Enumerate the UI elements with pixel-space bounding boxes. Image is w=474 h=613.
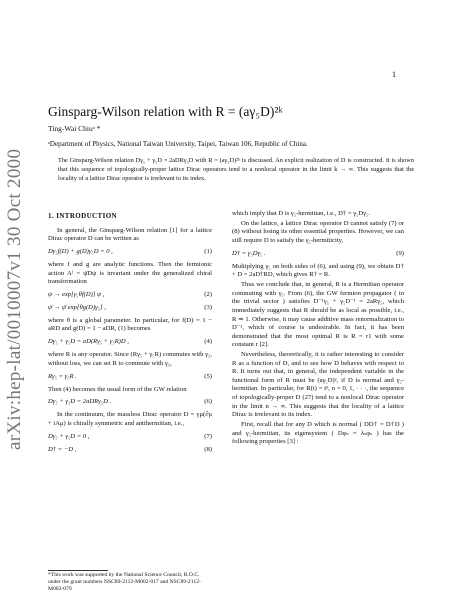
affiliation: ᵃDepartment of Physics, National Taiwan University, Taipei, Taiwan 106, Republic of China. bbox=[48, 140, 308, 148]
equation-2 bbox=[48, 291, 212, 300]
equation-4 bbox=[48, 338, 212, 347]
equation-body: Dγ₅ + γ₅D = aD(Rγ₅ + γ₅R)D , bbox=[48, 338, 129, 346]
equation-number: (4) bbox=[204, 338, 212, 346]
equation-number: (1) bbox=[204, 248, 212, 256]
equation-number: (9) bbox=[396, 249, 404, 257]
paper-title: Ginsparg-Wilson relation with R = (aγ₅D)²ᵏ bbox=[48, 104, 283, 119]
section-heading: 1. INTRODUCTION bbox=[48, 212, 118, 220]
paragraph: which imply that D is γ₅-hermitian, i.e., D† = γ₅Dγ₅. bbox=[232, 210, 371, 217]
authors: Ting-Wai Chiuᵃ * bbox=[48, 124, 101, 133]
equation-3 bbox=[48, 304, 212, 313]
paragraph: where θ is a global parameter. In particular, for f(D) = 1 − aRD and g(D) = 1 − aDR, (1) becomes bbox=[48, 316, 212, 333]
equation-body: Dγ₅f(D) + g(D)γ₅D = 0 , bbox=[48, 248, 113, 256]
equation-body: ψ̄ → ψ̄ exp[θg(D)γ₅] , bbox=[48, 303, 106, 311]
paragraph: First, recall that for any D which is normal ( DD† = D†D ) and γ₅-hermitian, its eigensystem ( Dφₛ = λₛφₛ ) has the following properties [3] : bbox=[232, 421, 404, 446]
paragraph: Then (4) becomes the usual form of the GW relation bbox=[48, 385, 187, 393]
page-number: 1 bbox=[392, 70, 396, 79]
equation-body: Dγ₅ + γ₅D = 0 , bbox=[48, 432, 90, 440]
arxiv-identifier: arXiv:hep-lat/0010007v1 30 Oct 2000 bbox=[4, 148, 25, 450]
paragraph: In general, the Ginsparg-Wilson relation [1] for a lattice Dirac operator D can be written as bbox=[48, 226, 212, 243]
left-column bbox=[48, 212, 212, 459]
paragraph: In the continuum, the massless Dirac operator D = γμ(∂μ + iAμ) is chirally symmetric and antihermitian, i.e., bbox=[48, 411, 212, 427]
equation-6 bbox=[48, 398, 212, 407]
equation-body: D† = γ₅Dγ₅ . bbox=[232, 249, 266, 257]
equation-body: ψ → exp[γ₅θf(D)] ψ , bbox=[48, 291, 105, 299]
equation-number: (5) bbox=[204, 372, 212, 380]
footnote: *This work was supported by the National Science Council, R.O.C. under the grant numbers NSC89-2112-M002-017 and NSC89-2112-M002-079 bbox=[48, 572, 201, 592]
footnote-rule bbox=[48, 570, 108, 571]
equation-9 bbox=[232, 250, 404, 259]
abstract: The Ginsparg-Wilson relation Dγ₅ + γ₅D = 2aDRγ₅D with R = (aγ₅D)²ᵏ is discussed. An explicit realization of D is constructed. It is shown that this sequence of topologically-proper lattice Dirac operators tend to a nonlocal operator in the limit k → ∞. This suggests that the locality of a lattice Dirac operator is irrelevant to its index. bbox=[58, 157, 414, 183]
paragraph: Thus we conclude that, in general, R is a Hermitian operator commuting with γ₅. From (6), the GW fermion propagator ( in the trivial sector ) satisfies D⁻¹γ₅ + γ₅D⁻¹ = 2aRγ₅, which immediately suggests that R should be as local as possible, i.e., R ≃ 1. Otherwise, it may cause additive mass renormalization to D⁻¹, which of course is undesirable. In fact, it has been demonstrated that the most optimal R is R = r1 with some constant r [2]. bbox=[232, 281, 404, 349]
equation-body: D† = −D , bbox=[48, 445, 77, 453]
equation-number: (6) bbox=[204, 398, 212, 406]
paragraph: Nevertheless, theoretically, it is rather interesting to consider R as a function of D, and to see how D behaves with respect to R. It turns out that, in general, the independent variable in the functional form of R must be (aγ₅D)², if D is normal and γ₅-hermitian. In particular, for R(t) = tⁿ, n = 0, 1, · · ·, the sequence of topologically-proper D (27) tend to a nonlocal Dirac operator in the limit n → ∞. This suggests that the locality of a lattice Dirac is irrelevant to its index. bbox=[232, 351, 404, 419]
equation-number: (2) bbox=[204, 291, 212, 299]
paragraph: where R is any operator. Since (Rγ₅ + γ₅R) commutes with γ₅, without loss, we can set R to commute with γ₅, bbox=[48, 351, 212, 367]
paragraph: Multiplying γ₅ on both sides of (6), and using (9), we obtain D† + D = 2aD†RD, which gives R† = R. bbox=[232, 262, 404, 279]
equation-body: Dγ₅ + γ₅D = 2aDRγ₅D . bbox=[48, 398, 112, 406]
equation-1 bbox=[48, 248, 212, 257]
equation-5 bbox=[48, 373, 212, 382]
equation-8 bbox=[48, 446, 212, 455]
equation-body: Rγ₅ = γ₅R . bbox=[48, 372, 77, 380]
equation-7 bbox=[48, 433, 212, 442]
equation-number: (3) bbox=[204, 303, 212, 311]
equation-number: (8) bbox=[204, 445, 212, 453]
paragraph: where f and g are analytic functions. Then the fermionic action Aᶠ = ψ̄Dψ is invariant under the generalized chiral transformation bbox=[48, 260, 212, 286]
right-column bbox=[232, 210, 404, 448]
paragraph: On the lattice, a lattice Dirac operator D cannot satisfy (7) or (8) without losing its other essential properties. However, we can still require D to satisfy the γ₅-hermiticity, bbox=[232, 219, 404, 244]
equation-number: (7) bbox=[204, 432, 212, 440]
